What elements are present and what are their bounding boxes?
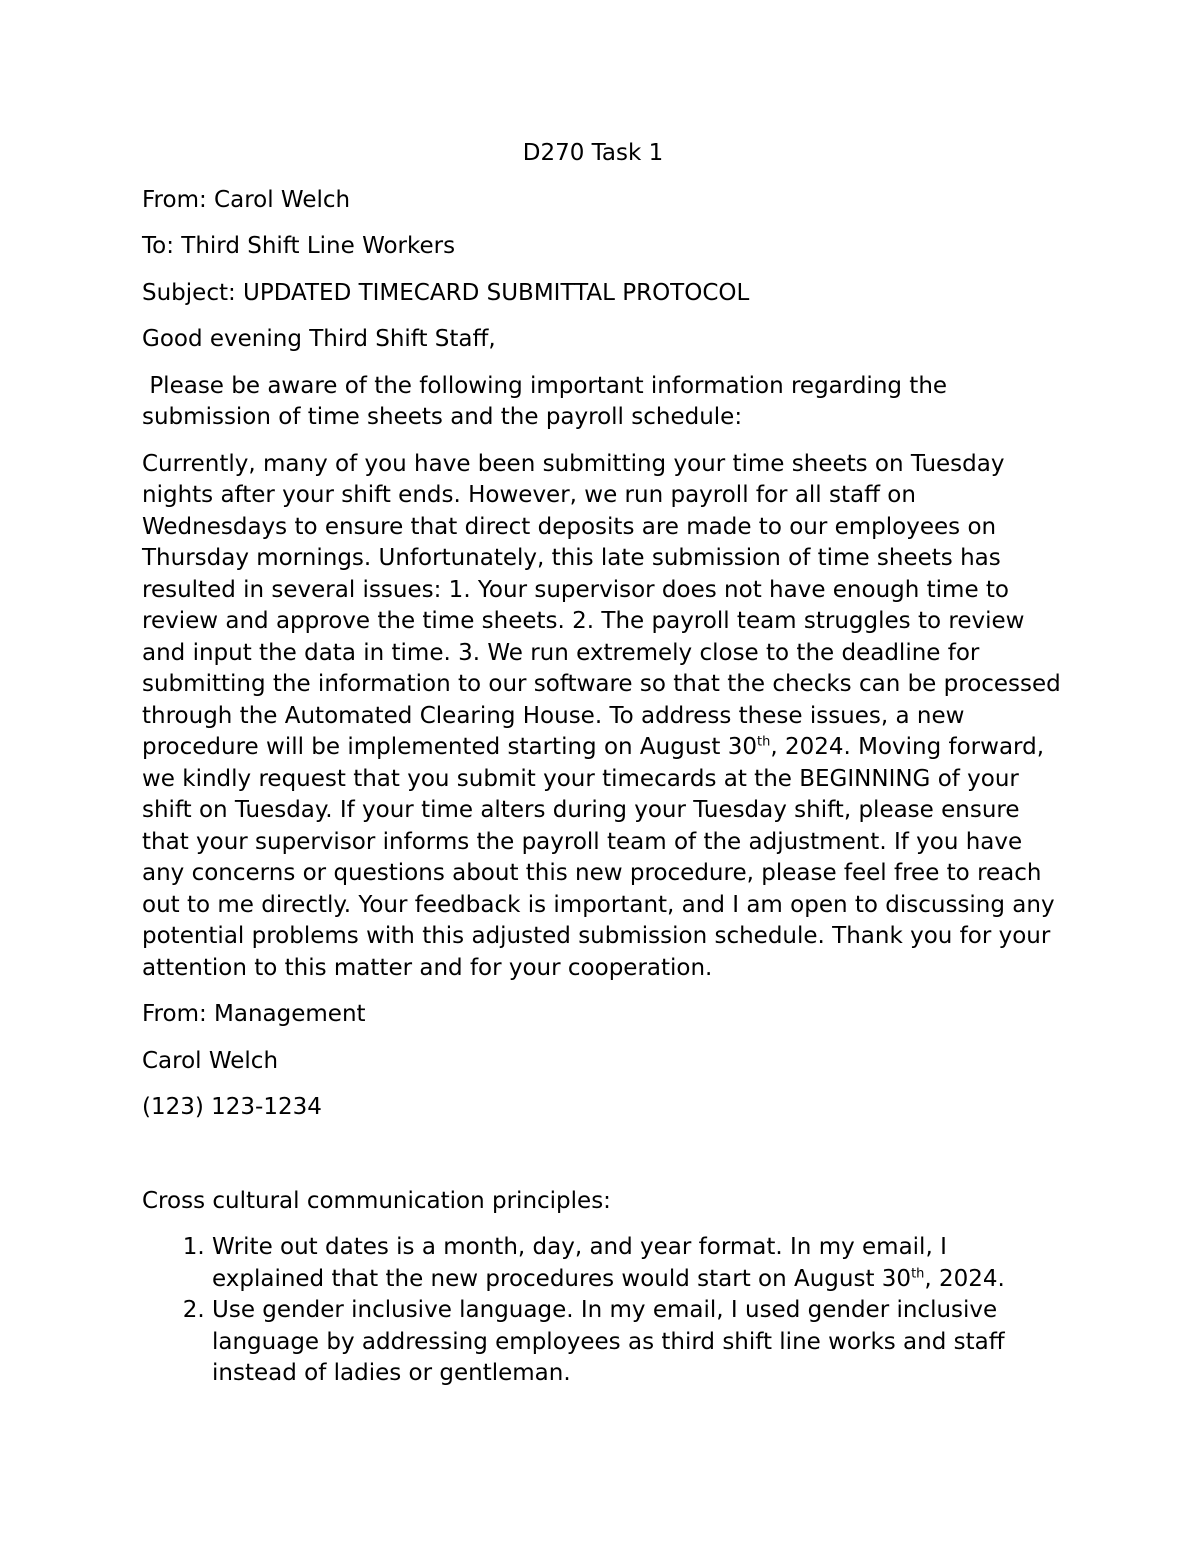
signature-name: Carol Welch — [142, 1047, 279, 1074]
body-date-suffix: th — [756, 734, 771, 750]
from-line: From: Carol Welch — [142, 186, 351, 213]
list-item — [212, 1232, 1062, 1295]
phone-number: (123) 123-1234 — [142, 1094, 322, 1120]
document-title: D270 Task 1 — [522, 140, 664, 166]
principles-heading: Cross cultural communication principles: — [142, 1187, 611, 1214]
principle-text: Use gender inclusive language. In my email, I used gender inclusive language by addressing employees as third shift line works and staff instead of ladies or gentleman. — [212, 1297, 1005, 1386]
greeting: Good evening Third Shift Staff, — [142, 326, 496, 352]
body-paragraph — [142, 449, 1062, 985]
document-page — [142, 138, 1062, 1390]
closing-from: From: Management — [142, 1001, 366, 1027]
to-line: To: Third Shift Line Workers — [142, 233, 456, 259]
blank-line — [142, 1139, 1062, 1186]
body-text-part1: Currently, many of you have been submitting your time sheets on Tuesday nights after your shift ends. However, we run payroll for all staff on Wednesdays to ensure that direct deposits are made to our employees on Thursday mornings. Unfortunately, this late submission of time sheets has resulted in several issues: 1. Your supervisor does not have enough time to review and approve the time sheets. 2. The payroll team struggles to review and input the data in time. 3. We run extremely close to the deadline for submitting the information to our software so that the checks can be processed through the Automated Clearing House. To address these issues, a new procedure will be implemented starting on August 30 — [142, 450, 1061, 760]
principle-text-end: , 2024. — [924, 1265, 1005, 1292]
body-text-part2: , 2024. Moving forward, we kindly request that you submit your timecards at the BEGINNING of your shift on Tuesday. If your time alters during your Tuesday shift, please ensure that your supervisor informs the payroll team of the adjustment. If you have any concerns or questions about this new procedure, please feel free to reach out to me directly. Your feedback is important, and I am open to discussing any potential problems with this adjusted submission schedule. Thank you for your attention to this matter and for your cooperation. — [142, 734, 1055, 981]
list-item — [212, 1295, 1062, 1390]
subject-line: Subject: UPDATED TIMECARD SUBMITTAL PROTOCOL — [142, 279, 750, 306]
principle-date-suffix: th — [911, 1265, 925, 1281]
intro-paragraph: Please be aware of the following important information regarding the submission of time sheets and the payroll schedule: — [142, 372, 955, 430]
principles-list — [142, 1232, 1062, 1390]
principle-text: Write out dates is a month, day, and year format. In my email, I explained that the new procedures would start on August 30 — [212, 1234, 947, 1292]
